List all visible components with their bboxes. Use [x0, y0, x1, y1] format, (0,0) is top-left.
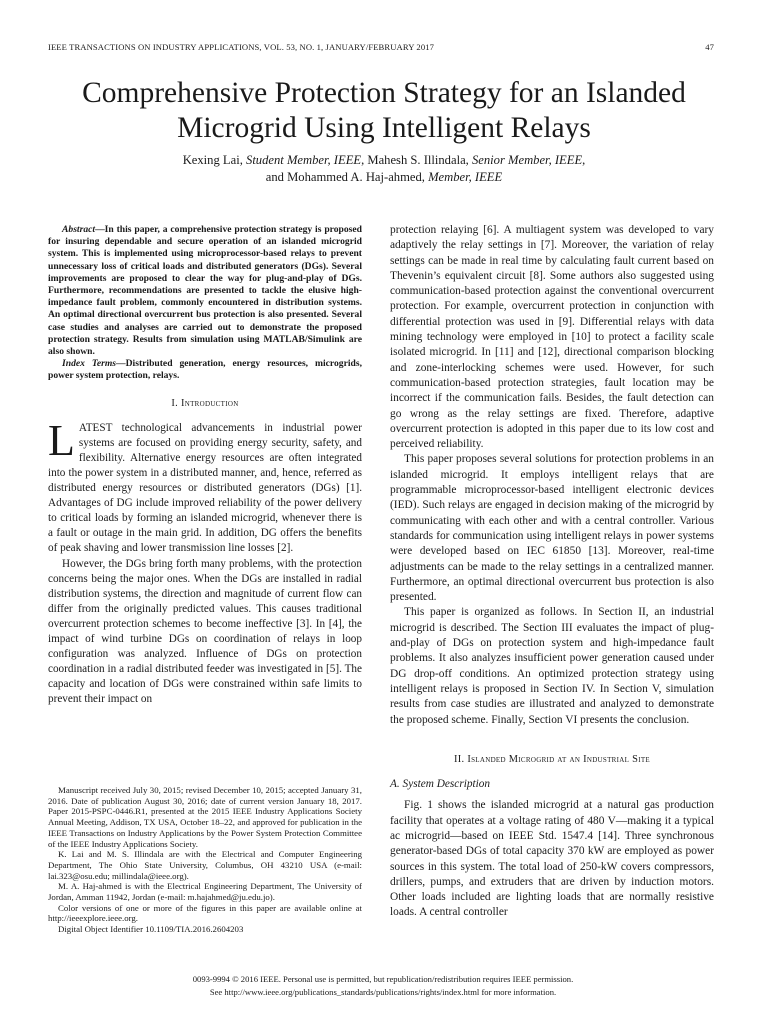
author-2-name: , Mahesh S. Illindala, — [361, 153, 472, 167]
copyright-notice — [48, 973, 718, 998]
subsection-a-heading: A. System Description — [390, 778, 491, 791]
paper-title — [40, 76, 728, 146]
drop-cap: L — [48, 415, 75, 465]
title-line-2: Microgrid Using Intelligent Relays — [177, 112, 591, 144]
index-terms-label: Index Terms — [62, 358, 117, 370]
footnote-manuscript: Manuscript received July 30, 2015; revised December 10, 2015; accepted January 31, 2016. Date of publication August 30, 2016; date of current version January 18, 2017. Paper 2015-PSPC-0446.R1, presented at the 2015 IEEE Industry Applications Society Annual Meeting, Addison, TX USA, October 18–22, and approved for publication in the IEEE Transactions on Industry Applications by the Power System Protection Committee of the IEEE Industry Applications Society. — [48, 785, 362, 849]
running-header — [48, 42, 714, 52]
intro-paragraph-1-text: ATEST technological advancements in industrial power systems are focused on providing energy security, safety, and flexibility. Alternative energy resources are often integrated into the power system in a distributed manner, and, hence, referred as distributed energy resources or distributed generators (DGs) [1]. Advantages of DG include improved reliability of the power delivery to critical loads by forming an islanded microgrid, whenever there is a fault or outage in the main grid. In addition, DG offers the benefits of peak shaving and lower transmission line losses [2]. — [48, 421, 362, 555]
footnote-color: Color versions of one or more of the figures in this paper are available online at http://ieeexplore.ieee.org. — [48, 902, 362, 924]
author-line-2 — [40, 169, 728, 186]
section-2-heading: II. Islanded Microgrid at an Industrial Site — [454, 753, 650, 765]
author-2-end: , — [582, 153, 586, 167]
system-paragraph-1: Fig. 1 shows the islanded microgrid at a natural gas production facility that operates at a voltage rating of 480 V—making it a typical ac microgrid—based on IEEE Std. 1547.4 [14]. Three synchronous generator-based DGs of total capacity 370 kW are employed as power sources in this system. The total load of 250-kW covers compressors, drillers, pumps, and extruders that are driven by induction motors. Other loads included are lighting loads that are normally resistive loads. A central controller — [390, 799, 714, 919]
copyright-line-1: 0093-9994 © 2016 IEEE. Personal use is permitted, but republication/redistribution requires IEEE permission. — [192, 974, 574, 984]
intro-paragraph-1 — [48, 415, 362, 557]
intro-paragraph-3: protection relaying [6]. A multiagent system was developed to vary adaptively the relay settings in [7]. Moreover, the variation of relay settings can be made in real time by calculating fault current based on Thevenin’s equivalent circuit [8]. Some authors also suggested using communication-based protection against the conventional overcurrent protection. For example, overcurrent protection in conjunction with differential protection was used in [9]. Differential relays with data mining technology were employed in [10] to protect a facility scale isolated microgrid. In [11] and [12], directional comparison blocking and zone-interlocking schemes were used. However, for such communication-based protection strategies, fault location may be incorrect if the communication fails. Besides, the fault detection can go wrong as the relay settings are fixed. Therefore, adaptive overcurrent protection is adopted in this paper due to its low cost and perceived reliability. — [390, 224, 714, 451]
right-column — [390, 223, 714, 921]
journal-header: IEEE TRANSACTIONS ON INDUSTRY APPLICATIONS, VOL. 53, NO. 1, JANUARY/FEBRUARY 2017 — [48, 42, 435, 52]
abstract-label: Abstract — [62, 224, 96, 235]
author-2-role: Senior Member, IEEE — [471, 153, 583, 167]
copyright-line-2: See http://www.ieee.org/publications_standards/publications/rights/index.html for more information. — [209, 986, 557, 997]
author-1-name: Kexing Lai, — [182, 153, 247, 167]
footnote-affiliation-2: M. A. Haj-ahmed is with the Electrical Engineering Department, The University of Jordan, Amman 11942, Jordan (e-mail: m.hajahmed@ju.edu.jo). — [48, 881, 362, 903]
page-number: 47 — [705, 42, 714, 52]
author-1-role: Student Member, IEEE — [246, 153, 362, 167]
index-terms-text: —Distributed generation, energy resources, microgrids, power system protection, relays. — [48, 358, 362, 382]
section-1-heading: I. Introduction — [171, 397, 239, 409]
abstract-text: —In this paper, a comprehensive protection strategy is proposed for insuring dependable and secure operation of an islanded microgrid system. This is implemented using microprocessor-based relays to prevent unnecessary loss of critical loads and distributed generators (DGs). Several improvements are proposed to clear the way for plug-and-play of DGs. Furthermore, recommendations are presented to tackle the elusive high-impedance fault problem, commonly encountered in distribution systems. An optimal directional overcurrent bus protection is also presented. Several case studies and analyses are carried out to demonstrate the proposed protection strategy. Results from simulation using MATLAB/Simulink are also shown. — [48, 224, 362, 358]
author-3-role: Member, IEEE — [428, 170, 503, 184]
intro-paragraph-4: This paper proposes several solutions for protection problems in an islanded microgrid. It employs intelligent relays that are programmable microprocessor-based intelligent electronic devices (IED). Such relays are engaged in decision making of the microgrid by communicating with each other and with a central controller. Various standards for communication using intelligent relays in power systems were developed based on IEC 61850 [13]. Moreover, real-time adjustments can be made to the relay settings in a centralized manner. Furthermore, an optimal directional overcurrent bus protection is also presented. — [390, 453, 714, 604]
intro-paragraph-5: This paper is organized as follows. In Section II, an industrial microgrid is described. The Section III evaluates the impact of plug-and-play of DGs on protection system and high-impedance fault problems. It also analyzes insufficient power generation caused under DG drop-off conditions. An optimized protection strategy using intelligent relays is proposed in Section IV. In Section V, simulation results from case studies are illustrated and analyzed to demonstrate the proposed scheme. Finally, Section VI presents the conclusion. — [390, 606, 714, 726]
author-line-1 — [40, 152, 728, 169]
footnote-doi: Digital Object Identifier 10.1109/TIA.2016.2604203 — [58, 924, 244, 935]
footnote-affiliation-1: K. Lai and M. S. Illindala are with the Electrical and Computer Engineering Department, The Ohio State University, Columbus, OH 43210 USA (e-mail: lai.323@osu.edu; millindala@ieee.org). — [48, 849, 362, 881]
author-3-name: and Mohammed A. Haj-ahmed, — [265, 170, 429, 184]
left-column — [48, 224, 362, 708]
footnotes — [48, 785, 362, 935]
title-line-1: Comprehensive Protection Strategy for an Islanded — [82, 77, 686, 109]
author-list — [40, 152, 728, 186]
index-terms — [48, 358, 362, 382]
abstract — [48, 224, 362, 358]
intro-paragraph-2: However, the DGs bring forth many problems, with the protection concerns being the major ones. When the DGs are installed in radial distribution systems, the direction and magnitude of current flow can differ from the originally predicted values. This causes traditional overcurrent protection schemes to become ineffective [3]. In [4], the impact of wind turbine DGs on coordination of relays in loop configuration was analyzed. Influence of DGs on protection coordination in a radial distributed feeder was investigated in [5]. The capacity and location of DGs were constrained within safe limits to prevent their impact on — [48, 557, 362, 706]
